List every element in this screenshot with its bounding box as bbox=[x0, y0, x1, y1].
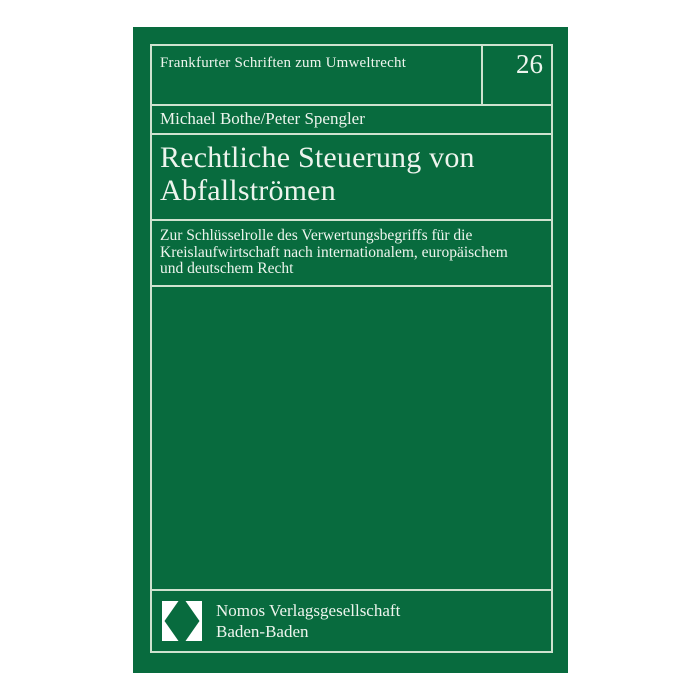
series-title: Frankfurter Schriften zum Umweltrecht bbox=[160, 55, 407, 71]
book-subtitle-line-1: Zur Schlüsselrolle des Verwertungsbegriffs für die bbox=[160, 227, 473, 244]
series-volume-number: 26 bbox=[481, 46, 551, 104]
book-title bbox=[152, 135, 551, 221]
series-header-row bbox=[152, 46, 551, 106]
publisher-row bbox=[152, 591, 551, 651]
book-subtitle bbox=[152, 221, 551, 287]
authors-line: Michael Bothe/Peter Spengler bbox=[152, 106, 551, 135]
publisher-name: Nomos Verlagsgesellschaft bbox=[216, 601, 401, 620]
empty-panel bbox=[152, 287, 551, 591]
book-title-line-2: Abfallströmen bbox=[160, 174, 336, 207]
book-subtitle-line-2: Kreislaufwirtschaft nach internationalem, europäischem bbox=[160, 243, 508, 261]
publisher-city: Baden-Baden bbox=[216, 622, 309, 641]
cover-frame bbox=[150, 44, 553, 653]
publisher-text bbox=[216, 600, 400, 642]
nomos-diamond-icon bbox=[162, 601, 202, 641]
book-cover bbox=[133, 27, 568, 673]
book-subtitle-line-3: und deutschem Recht bbox=[160, 260, 294, 277]
nomos-logo bbox=[162, 601, 202, 641]
book-title-line-1: Rechtliche Steuerung von bbox=[160, 141, 475, 174]
